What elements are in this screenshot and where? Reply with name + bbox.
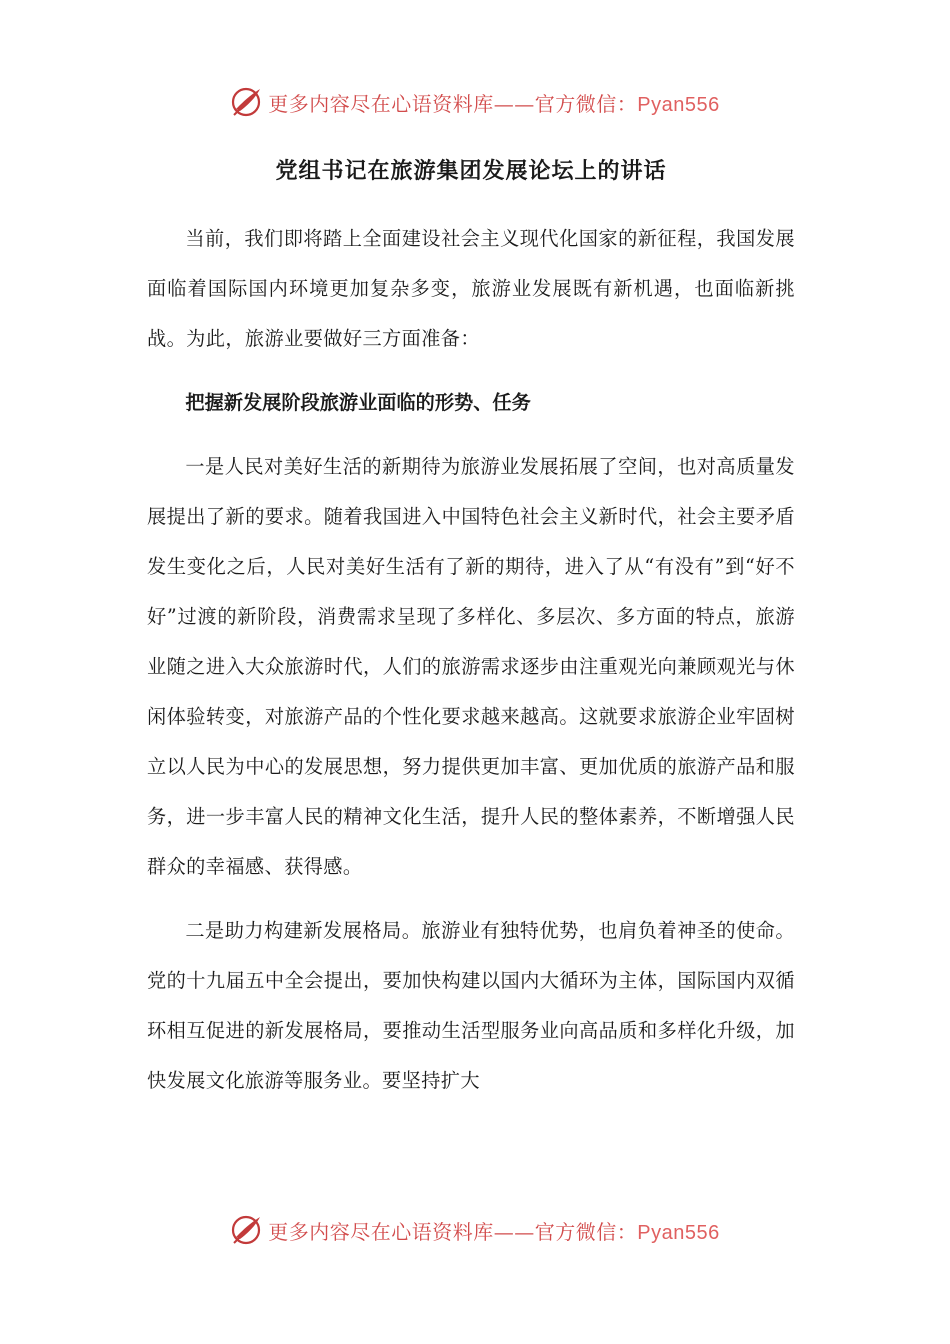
intro-paragraph: 当前，我们即将踏上全面建设社会主义现代化国家的新征程，我国发展面临着国际国内环境更加复杂多变，旅游业发展既有新机遇，也面临新挑战。为此，旅游业要做好三方面准备： [147, 227, 795, 350]
watermark-text: 更多内容尽在心语资料库——官方微信：Pyan556 [268, 1219, 720, 1244]
document-body [147, 150, 795, 1106]
document-title: 党组书记在旅游集团发展论坛上的讲话 [275, 159, 667, 184]
quill-logo-icon [230, 85, 264, 119]
watermark-banner-top [0, 82, 950, 122]
watermark-text: 更多内容尽在心语资料库——官方微信：Pyan556 [268, 91, 720, 116]
section-heading: 把握新发展阶段旅游业面临的形势、任务 [185, 391, 531, 414]
watermark-banner-bottom [0, 1210, 950, 1250]
paragraph-2: 二是助力构建新发展格局。旅游业有独特优势，也肩负着神圣的使命。党的十九届五中全会提出，要加快构建以国内大循环为主体，国际国内双循环相互促进的新发展格局，要推动生活型服务业向高品质和多样化升级，加快发展文化旅游等服务业。要坚持扩大 [147, 919, 795, 1092]
paragraph-1: 一是人民对美好生活的新期待为旅游业发展拓展了空间，也对高质量发展提出了新的要求。随着我国进入中国特色社会主义新时代，社会主要矛盾发生变化之后，人民对美好生活有了新的期待，进入了从“有没有”到“好不好”过渡的新阶段，消费需求呈现了多样化、多层次、多方面的特点，旅游业随之进入大众旅游时代，人们的旅游需求逐步由注重观光向兼顾观光与休闲体验转变，对旅游产品的个性化要求越来越高。这就要求旅游企业牢固树立以人民为中心的发展思想，努力提供更加丰富、更加优质的旅游产品和服务，进一步丰富人民的精神文化生活，提升人民的整体素养，不断增强人民群众的幸福感、获得感。 [147, 455, 795, 878]
quill-logo-icon [230, 1213, 264, 1247]
